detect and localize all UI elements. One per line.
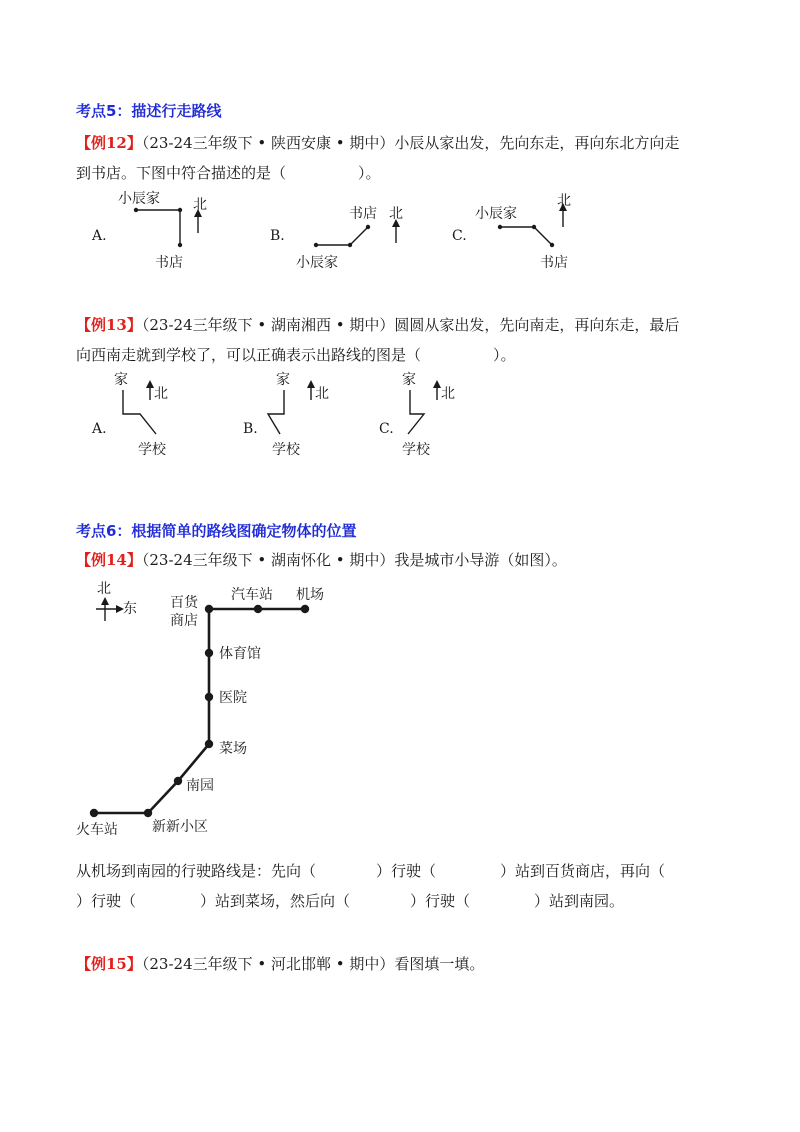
ex14-question-line2 [76, 886, 624, 916]
ex14-route-map [0, 575, 800, 840]
compass [96, 597, 124, 621]
ex14-text1: （23-24三年级下 • 湖南怀化 • 期中）我是城市小导游（如图）。 [141, 551, 567, 569]
ex12-option-b-letter[interactable]: B. [270, 228, 285, 244]
ex13-options-diagram [0, 368, 800, 468]
ex14-q1-part2: ）行驶（ [376, 862, 437, 880]
ex13-option-b-letter[interactable]: B. [243, 421, 258, 437]
section5-title: 考点5：描述行走路线 [76, 102, 222, 120]
ex13-c-north-arrow [433, 380, 441, 400]
ex12-option-c-letter[interactable]: C. [452, 228, 467, 244]
ex12-line2 [76, 158, 381, 188]
ex13-c-north-label: 北 [441, 386, 455, 402]
ex13-b-north-label: 北 [315, 386, 329, 402]
ex12-options-diagram [0, 185, 800, 275]
ex13-text1: （23-24三年级下 • 湖南湘西 • 期中）圆圆从家出发，先向南走，再向东走，最后 [141, 316, 680, 334]
station-nanyuan-label: 南园 [186, 778, 214, 794]
station-bus-label: 汽车站 [231, 587, 273, 603]
ex12-c-home-label: 小辰家 [475, 206, 517, 222]
ex13-option-a-letter[interactable]: A. [92, 421, 107, 437]
station-stadium-label: 体育馆 [219, 646, 261, 662]
ex13-b-school-label: 学校 [272, 442, 300, 458]
station-train-dot [90, 809, 98, 817]
ex14-q2-part4: ）站到南园。 [534, 892, 625, 910]
station-dept-store-label-2: 商店 [170, 613, 198, 629]
station-hospital-dot [205, 693, 213, 701]
ex14-tag: 【例14】 [76, 551, 142, 569]
ex13-c-home-label: 家 [402, 372, 416, 388]
ex14-q2-part3: ）行驶（ [410, 892, 471, 910]
ex12-text1: （23-24三年级下 • 陕西安康 • 期中）小辰从家出发，先向东走，再向东北方向走 [141, 134, 680, 152]
ex13-a-north-label: 北 [154, 386, 168, 402]
station-xinxin-dot [144, 809, 152, 817]
ex12-b-home-label: 小辰家 [296, 255, 338, 271]
station-nanyuan-dot [174, 777, 182, 785]
station-stadium-dot [205, 649, 213, 657]
ex13-b-north-arrow [307, 380, 315, 400]
station-market-dot [205, 740, 213, 748]
ex12-line1 [76, 128, 679, 158]
ex12-b-north-arrow [392, 219, 400, 243]
station-xinxin-label: 新新小区 [152, 819, 208, 835]
ex12-a-home-label: 小辰家 [118, 191, 160, 207]
ex13-a-home-label: 家 [114, 372, 128, 388]
ex12-text2: 到书店。下图中符合描述的是（ [76, 164, 287, 182]
ex13-text2-end: ）。 [493, 346, 516, 364]
ex14-line1 [76, 545, 567, 575]
ex15-line1 [76, 949, 484, 979]
ex12-a-north-label: 北 [193, 197, 207, 213]
ex12-b-store-label: 书店 [349, 206, 377, 222]
ex14-q2-part1: ）行驶（ [76, 892, 137, 910]
ex13-a-north-arrow [146, 380, 154, 400]
ex14-question-line1 [76, 856, 665, 886]
station-airport-label: 机场 [296, 587, 324, 603]
station-airport-dot [301, 605, 309, 613]
ex12-tag: 【例12】 [76, 134, 142, 152]
ex12-c-north-label: 北 [557, 193, 571, 209]
ex12-a-store-label: 书店 [155, 255, 183, 271]
station-market-label: 菜场 [219, 741, 247, 757]
ex13-tag: 【例13】 [76, 316, 142, 334]
ex14-q2-part2: ）站到菜场，然后向（ [200, 892, 351, 910]
ex13-b-home-label: 家 [276, 372, 290, 388]
compass-east-label: 东 [123, 601, 137, 617]
station-dept-store-dot [205, 605, 213, 613]
ex13-option-c-letter[interactable]: C. [379, 421, 394, 437]
compass-north-label: 北 [97, 581, 111, 597]
ex13-line1 [76, 310, 679, 340]
ex13-text2: 向西南走就到学校了，可以正确表示出路线的图是（ [76, 346, 422, 364]
station-train-label: 火车站 [76, 822, 118, 838]
ex15-tag: 【例15】 [76, 955, 142, 973]
ex12-option-a-letter[interactable]: A. [92, 228, 107, 244]
ex12-text2-end: ）。 [358, 164, 381, 182]
ex14-q1-part3: ）站到百货商店，再向（ [500, 862, 666, 880]
ex13-line2 [76, 340, 516, 370]
ex13-a-school-label: 学校 [138, 442, 166, 458]
station-dept-store-label-1: 百货 [170, 595, 198, 611]
ex15-text1: （23-24三年级下 • 河北邯郸 • 期中）看图填一填。 [141, 955, 485, 973]
station-bus-dot [254, 605, 262, 613]
ex14-q1-part1: 从机场到南园的行驶路线是：先向（ [76, 862, 317, 880]
ex13-c-school-label: 学校 [402, 442, 430, 458]
ex12-c-store-label: 书店 [540, 255, 568, 271]
ex12-b-north-label: 北 [389, 206, 403, 222]
section6-title: 考点6：根据简单的路线图确定物体的位置 [76, 522, 357, 540]
station-hospital-label: 医院 [219, 690, 247, 706]
